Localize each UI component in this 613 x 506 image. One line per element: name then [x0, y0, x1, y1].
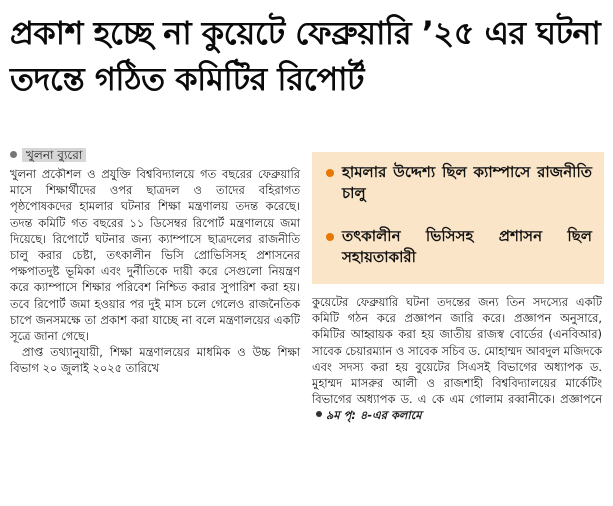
body-paragraph-2: প্রাপ্ত তথ্যানুযায়ী, শিক্ষা মন্ত্রণালয়ের মাধমিক ও উচ্চ শিক্ষা বিভাগ ২০ জুলাই ২০২৫ তারিখে — [10, 345, 300, 376]
highlight-text: হামলার উদ্দেশ্য ছিল ক্যাম্পাসে রাজনীতি চালু — [342, 163, 592, 202]
highlight-box — [312, 152, 604, 284]
dateline — [10, 146, 86, 164]
bullet-dot-icon — [316, 411, 322, 417]
body-paragraph-3 — [312, 294, 602, 424]
body-paragraph-1: খুলনা প্রকৌশল ও প্রযুক্তি বিশ্ববিদ্যালয়ে গত বছরের ফেব্রুয়ারি মাসে শিক্ষার্থীদের ওপর ছাত্রদল ও তাদের বহিরাগত পৃষ্ঠপোষকদের হামলার ঘটনার শিক্ষা মন্ত্রণালয় তদন্ত করেছে। তদন্ত কমিটি গত বছরের ১১ ডিসেম্বর রিপোর্ট মন্ত্রণালয়ে জমা দিয়েছে। রিপোর্টে ঘটনার জন্য ক্যাম্পাসে ছাত্রদলের রাজনীতি চালু করার চেষ্টা, তৎকালীন ভিসি প্রোভিসিসহ প্রশাসনের পক্ষপাতদুষ্ট ভূমিকা এবং দুর্নীতিকে দায়ী করে সেগুলো নিয়ন্ত্রণ করে ক্যাম্পাসে শিক্ষার পরিবেশ নিশ্চিত করার সুপারিশ করা হয়। তবে রিপোর্ট জমা হওয়ার পর দুই মাস চলে গেলেও রাজনৈতিক চাপে জনসমক্ষে তা প্রকাশ করা যাচ্ছে না বলে মন্ত্রণালয়ের একটি সূত্রে জানা গেছে। — [10, 167, 300, 344]
right-column — [312, 294, 602, 424]
right-column-text: কুয়েটের ফেব্রুয়ারি ঘটনা তদন্তের জন্য তিন সদস্যের একটি কমিটি গঠন করে প্রজ্ঞাপন জারি করে। প্রজ্ঞাপন অনুসারে, কমিটির আহ্বায়ক করা হয় জাতীয় রাজস্ব বোর্ডের (এনবিআর) সাবেক চেয়ারম্যান ও সাবেক সচিব ড. মোহাম্মদ আবদুল মজিদকে এবং সদস্য করা হয় বুয়েটের সিএসই বিভাগের অধ্যাপক ড. মুহাম্মদ মাসরুর আলী ও রাজশাহী বিশ্ববিদ্যালয়ের মার্কেটিং বিভাগের অধ্যাপক ড. এ কে এম গোলাম রব্বানীকে। প্রজ্ঞাপনে — [312, 295, 602, 407]
highlight-item — [326, 226, 592, 268]
orange-bullet-icon — [326, 233, 334, 241]
bullet-dot-icon — [10, 151, 17, 158]
continued-label: ৯ম পৃ: ৪-এর কলামে — [326, 408, 422, 423]
highlight-item — [326, 162, 592, 204]
continued-reference — [312, 408, 422, 422]
headline: প্রকাশ হচ্ছে না কুয়েটে ফেব্রুয়ারি ’২৫ এর ঘটনা তদন্তে গঠিত কমিটির রিপোর্ট — [10, 14, 601, 98]
orange-bullet-icon — [326, 169, 334, 177]
dateline-label: খুলনা ব্যুরো — [22, 148, 86, 162]
left-column — [10, 166, 300, 377]
highlight-text: তৎকালীন ভিসিসহ প্রশাসন ছিল সহায়তাকারী — [342, 227, 592, 266]
